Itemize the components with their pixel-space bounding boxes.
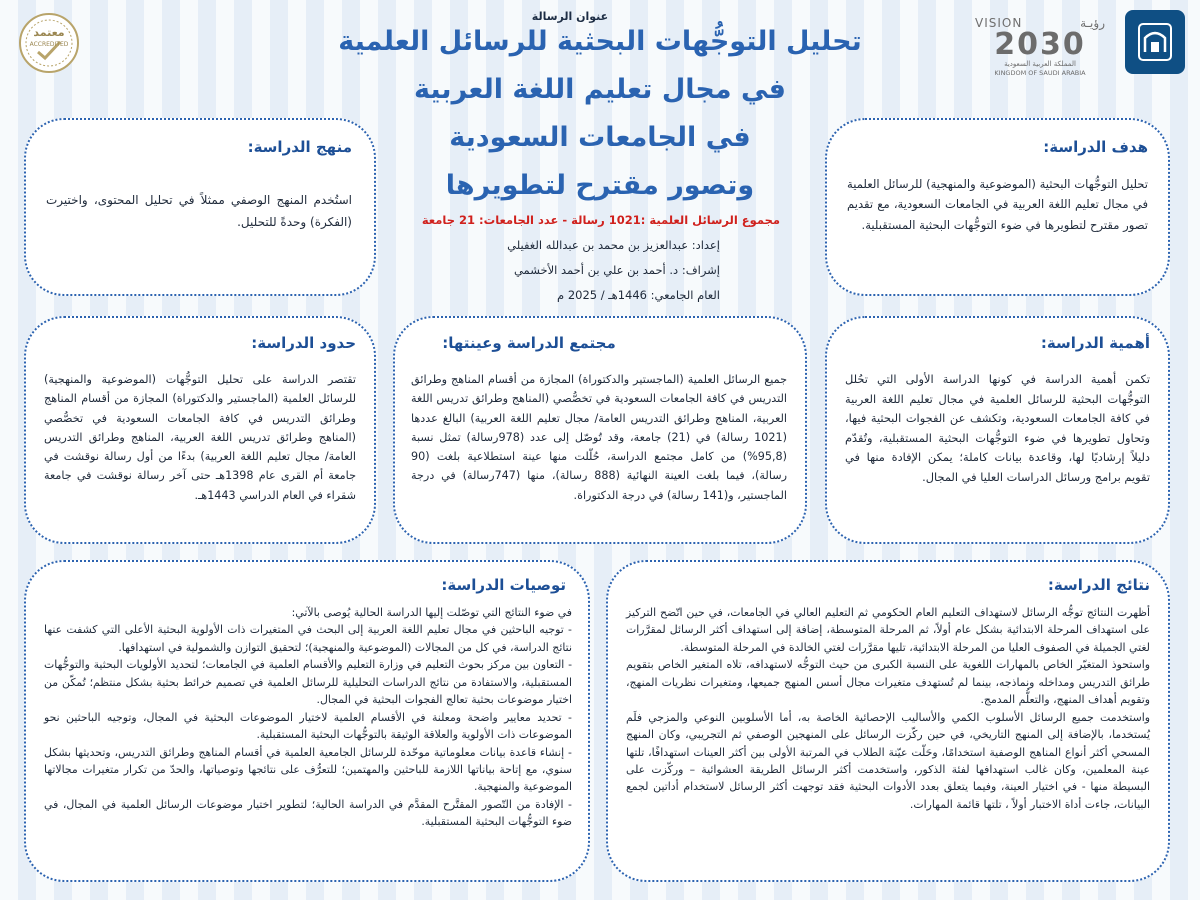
importance-text: تكمن أهمية الدراسة في كونها الدراسة الأولى التي تحُلل التوجُّهات البحثية للرسائل العلمية في مجال تعليم اللغة العربية في كافة الجامعات السعودية، وتكشف عن الفجوات البحثية فيها، وتحاول تطويرها في ضوء التوجُّهات البحثية المستقبلية، وتُقدّم دليلاً إرشاديًا لها، وقاعدة بيانات كاملة؛ يمكن الإفادة منها في تقويم برامج ورسائل الدراسات العليا في المجال.: [845, 372, 1150, 485]
population-card: [393, 316, 807, 544]
results-paragraph-2: واستحوذ المتغيّر الخاص بالمهارات اللغوية على النسبة الكبرى من حيث التوجُّه لاستهدافه، تلاه المتغير الخاص بتقويم طرائق التدريس ومداخله ونماذجه، بينما لم تُستهدف متغيرات مجال أسس المنهج جميعها، ومتغيرات نظريات المنهج، وتقويم أهداف المنهج، والتعلُّم المدمج.: [626, 658, 1150, 707]
results-card: [606, 560, 1170, 882]
results-paragraph-3: واستخدمت جميع الرسائل الأسلوب الكمي والأساليب الإحصائية الخاصة به، أما الأسلوبين النوعي والمزجي فلَم يُستخدما، بالإضافة إلى المنهج التاريخي، في حين ركّزت الرسائل على المنهجين الوصفي ثم التجريبي، وكان المنهج المسحي أكثر أنواع المناهج الوصفية استخدامًا، وحَلّت عيّنة الطلاب في المرتبة الأولى بين أكثر العينات استهدافًا، تلتها عينة المعلمين، وكان غالب استهدافها لفئة الذكور، واستخدمت أكثر الرسائل الطريقة العشوائية – وركّزت على البسيطة منها - في اختيار العينة، وفيما يتعلق بعدد الأدوات البحثية فقد توجهت أكثر الرسائل لاستخدام أداتين لجمع البيانات، جاءت أداة الاختبار أولاً ، تلتها قائمة المهارات.: [626, 710, 1150, 811]
stats-line: مجموع الرسائل العلمية :1021 رسالة - عدد الجامعات: 21 جامعة: [421, 213, 780, 227]
results-title: نتائج الدراسة:: [1047, 576, 1150, 594]
population-text: جميع الرسائل العلمية (الماجستير والدكتوراة) المجازة من أقسام المناهج وطرائق التدريس في كافة الجامعات السعودية في تخصُّصي (المناهج وطرائق تدريس اللغة العربية، المناهج وطرائق التدريس العامة/ مجال تعليم اللغة العربية) البالغ عددها (1021 رسالة) في (21) جامعة، وقد تُوصّل إلى عدد (978رسالة) تمثل نسبة (95,8%) من كامل مجتمع الدراسة، حُلّلت منها عينة استطلاعية بلغت (90 رسالة)، فيما بلغت العينة النهائية (888 رسالة)، منها (747رسالة) في درجة الماجستير، و(141 رسالة) في درجة الدكتوراة.: [411, 373, 788, 502]
university-logo: [1125, 10, 1185, 74]
vision-2030-logo: [975, 16, 1105, 76]
goal-text: تحليل التوجُّهات البحثية (الموضوعية والمنهجية) للرسائل العلمية في مجال تعليم اللغة العربية في الجامعات السعودية، مع تقديم تصور مقترح لتطويرها في ضوء التوجُّهات البحثية المستقبلية.: [847, 177, 1148, 232]
university-emblem-icon: [1133, 18, 1177, 66]
accreditation-seal: [18, 12, 80, 74]
importance-title: أهمية الدراسة:: [1040, 334, 1150, 352]
title-label: عنوان الرسالة: [531, 10, 609, 23]
author-line: إعداد: عبدالعزيز بن محمد بن عبدالله الغفيلي: [507, 238, 720, 252]
title-line-1: تحليل التوجُّهات البحثية للرسائل العلمية: [338, 26, 862, 57]
recommendation-item-1: - توجيه الباحثين في مجال تعليم اللغة العربية إلى البحث في المتغيرات ذات الأولوية البحثية الأعلى التي كشفت عنها نتائج الدراسة، في كل من المجالات (الموضوعية والمنهجية)؛ لتحقيق التوازن والشمولية في استهدافها.: [44, 623, 572, 654]
title-line-2: في مجال تعليم اللغة العربية: [414, 74, 786, 105]
method-card: [24, 118, 376, 296]
recommendation-item-5: - الإفادة من التّصور المقتَّرح المقدَّم في الدراسة الحالية؛ لتطوير اختيار موضوعات الرسائل العلمية في المجال، في ضوء التوجُّهات البحثية المستقبلية.: [44, 797, 572, 829]
accredited-english: ACCREDITED: [29, 41, 69, 48]
vision-year: 2030: [994, 27, 1086, 62]
title-line-3: في الجامعات السعودية: [449, 122, 751, 153]
limits-card: [24, 316, 376, 544]
year-line: العام الجامعي: 1446هـ / 2025 م: [557, 288, 720, 302]
method-title: منهج الدراسة:: [247, 138, 352, 156]
recommendation-item-2: - التعاون بين مركز بحوث التعليم في وزارة التعليم والأقسام العلمية في الجامعات؛ لتحديد الأولويات البحثية والتوجُّهات المستقبلية، والاستفادة من نتائج الدراسات التحليلية للرسائل العلمية في تصميم خرائط بحثية بشكل منتظم؛ تُمكّن من اختيار موضوعات بحثية تعالج الفجوات البحثية في المجال.: [44, 658, 572, 707]
recommendation-item-3: - تحديد معايير واضحة ومعلنة في الأقسام العلمية لاختيار الموضوعات البحثية في المجال، وتوجيه الباحثين نحو الموضوعات ذات الأولوية والعلاقة الوثيقة بالتوجُّهات البحثية المستقبلية.: [44, 710, 572, 742]
importance-card: [825, 316, 1170, 544]
vision-arabic: رؤيـة: [1080, 16, 1105, 30]
results-paragraph-1: أظهرت النتائج توجُّه الرسائل لاستهداف التعليم العام الحكومي ثم التعليم العالي في الجامعات، في حين اتّضح التركيز على استهداف المرحلة الابتدائية بشكل عام أولاً، ثم المرحلة المتوسطة، إضافة إلى استهداف أكثر الرسائل لمقرَّرات لغتي الجميلة في الصفوف العليا من المرحلة الابتدائية، تليها مقرَّرات لغتي الخالدة في المرحلة المتوسطة.: [626, 606, 1150, 654]
vision-word: VISION: [975, 16, 1023, 30]
limits-text: تقتصر الدراسة على تحليل التوجُّهات (الموضوعية والمنهجية) للرسائل العلمية (الماجستير والدكتوراة) المجازة من أقسام المناهج وطرائق التدريس في كافة الجامعات السعودية في تخصُّصي (المناهج وطرائق تدريس اللغة العربية، المناهج وطرائق التدريس العامة/ مجال تعليم اللغة العربية) بدءًا من أول رسالة نوقشت في جامعة أم القرى عام 1398هـ حتى آخر رسالة نوقشت في جامعة شقراء في العام الدراسي 1443هـ.: [44, 373, 356, 502]
recommendation-item-4: - إنشاء قاعدة بيانات معلوماتية موحّدة للرسائل الجامعية العلمية في أقسام المناهج وطرائق التدريس، وتحديثها بشكل سنوي، مع إتاحة بياناتها اللازمة للباحثين والمهتمين؛ للتعرُّف على نتائجها وتوصياتها، والحدّ من تكرار متغيرات مجالاتها الموضوعية والمنهجية.: [44, 745, 572, 794]
supervisor-line: إشراف: د. أحمد بن علي بن أحمد الأخشمي: [513, 263, 720, 277]
title-line-4: وتصور مقترح لتطويرها: [445, 170, 755, 201]
method-text: استُخدم المنهج الوصفي ممثلاً في تحليل المحتوى، واختيرت (الفكرة) وحدةً للتحليل.: [46, 193, 352, 229]
accredited-arabic: معتمد: [33, 26, 65, 39]
recommendations-card: [24, 560, 590, 882]
goal-title: هدف الدراسة:: [1043, 138, 1148, 156]
limits-title: حدود الدراسة:: [251, 334, 356, 352]
recommendations-intro: في ضوء النتائج التي توصّلت إليها الدراسة الحالية يُوصى بالآتي:: [291, 606, 572, 619]
kingdom-arabic: المملكة العربية السعودية: [1004, 60, 1076, 68]
kingdom-english: KINGDOM OF SAUDI ARABIA: [994, 69, 1086, 77]
recommendations-title: توصيات الدراسة:: [441, 576, 566, 594]
population-title: مجتمع الدراسة وعينتها:: [442, 334, 616, 352]
goal-card: [825, 118, 1170, 296]
